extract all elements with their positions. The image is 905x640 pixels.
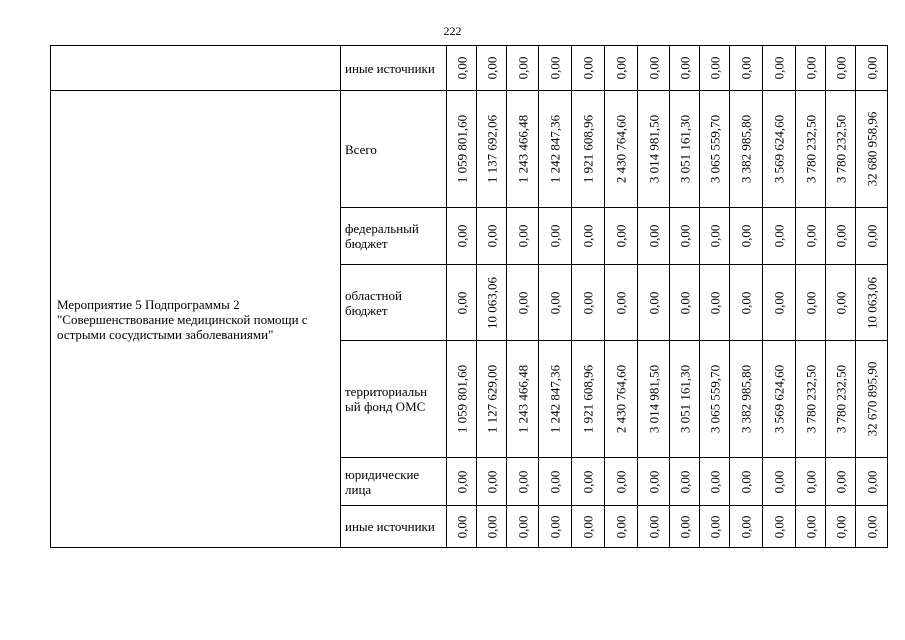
- cell-value: 0,00: [677, 224, 692, 248]
- value-cell: [507, 506, 539, 548]
- value-cell: [507, 208, 539, 265]
- cell-value: 0,00: [646, 291, 661, 314]
- value-cell: [605, 458, 638, 506]
- value-cell: [796, 208, 826, 265]
- value-cell: [507, 341, 539, 458]
- cell-value: 0,00: [738, 56, 754, 80]
- cell-value: 3 780 232,50: [803, 364, 818, 434]
- cell-value: 0,00: [547, 515, 563, 538]
- value-cell: [507, 458, 539, 506]
- value-cell: [605, 506, 638, 548]
- value-cell: [447, 46, 477, 91]
- cell-value: 0,00: [515, 56, 530, 80]
- value-cell: [763, 458, 796, 506]
- page-number: 222: [443, 24, 462, 38]
- cell-value: 0,00: [864, 470, 879, 493]
- value-cell: [638, 265, 670, 341]
- cell-value: 0,00: [864, 515, 879, 538]
- cell-value: 0,00: [646, 515, 661, 538]
- cell-value: 0,00: [707, 515, 722, 538]
- value-cell: [638, 208, 670, 265]
- cell-value: 0,00: [515, 470, 530, 493]
- cell-value: 0,00: [613, 515, 629, 538]
- value-cell: [507, 91, 539, 208]
- cell-value: 3 065 559,70: [707, 364, 722, 434]
- value-cell: [477, 265, 507, 341]
- value-cell: [447, 506, 477, 548]
- value-cell: [796, 458, 826, 506]
- value-cell: [539, 341, 572, 458]
- cell-value: 0,00: [613, 224, 629, 248]
- value-cell: [763, 506, 796, 548]
- value-cell: [826, 46, 856, 91]
- value-cell: [856, 208, 888, 265]
- value-cell: [670, 46, 700, 91]
- value-cell: [572, 208, 605, 265]
- cell-value: 0,00: [803, 56, 818, 80]
- cell-value: 0,00: [677, 515, 692, 538]
- cell-value: 0,00: [738, 224, 754, 248]
- value-cell: [605, 91, 638, 208]
- program-label: Мероприятие 5 Подпрограммы 2 "Совершенствование медицинской помощи с острыми сосудистыми заболеваниями": [51, 91, 341, 548]
- cell-value: 0,00: [803, 291, 818, 314]
- value-cell: [477, 458, 507, 506]
- value-cell: [572, 265, 605, 341]
- cell-value: 1 243 466,48: [515, 364, 530, 434]
- cell-value: 32 670 895,90: [864, 361, 879, 437]
- value-cell: [572, 91, 605, 208]
- cell-value: 0,00: [454, 224, 469, 248]
- value-cell: [856, 46, 888, 91]
- value-cell: [856, 91, 888, 208]
- cell-value: 3 014 981,50: [646, 114, 661, 184]
- value-cell: [447, 341, 477, 458]
- cell-value: 3 780 232,50: [833, 364, 848, 434]
- value-cell: [856, 506, 888, 548]
- value-cell: [763, 46, 796, 91]
- value-cell: [447, 91, 477, 208]
- cell-value: 0,00: [484, 56, 499, 80]
- cell-value: 0,00: [833, 56, 848, 80]
- value-cell: [730, 341, 763, 458]
- cell-value: 2 430 764,60: [613, 364, 629, 434]
- value-cell: [700, 458, 730, 506]
- value-cell: [670, 458, 700, 506]
- cell-value: 0,00: [484, 224, 499, 248]
- cell-value: 0,00: [454, 470, 469, 493]
- cell-value: 0,00: [580, 56, 596, 80]
- cell-value: 0,00: [515, 291, 530, 314]
- cell-value: 0,00: [646, 470, 661, 493]
- table-row: [51, 91, 888, 208]
- value-cell: [638, 506, 670, 548]
- cell-value: 0,00: [454, 291, 469, 314]
- cell-value: 0,00: [677, 470, 692, 493]
- cell-value: 3 065 559,70: [707, 114, 722, 184]
- value-cell: [826, 341, 856, 458]
- cell-value: 0,00: [771, 291, 787, 314]
- value-cell: [730, 506, 763, 548]
- cell-value: 0,00: [707, 291, 722, 314]
- cell-value: 0,00: [580, 470, 596, 493]
- value-cell: [539, 46, 572, 91]
- cell-value: 0,00: [707, 56, 722, 80]
- cell-value: 0,00: [646, 56, 661, 80]
- value-cell: [763, 265, 796, 341]
- value-cell: [826, 265, 856, 341]
- source-label: юридические лица: [341, 458, 447, 506]
- value-cell: [730, 265, 763, 341]
- cell-value: 1 059 801,60: [454, 364, 469, 434]
- cell-value: 1 127 629,00: [484, 364, 499, 434]
- value-cell: [507, 46, 539, 91]
- cell-value: 0,00: [547, 470, 563, 493]
- cell-value: 0,00: [833, 224, 848, 248]
- value-cell: [539, 265, 572, 341]
- value-cell: [763, 208, 796, 265]
- value-cell: [477, 341, 507, 458]
- table-body: [51, 46, 888, 548]
- value-cell: [730, 46, 763, 91]
- cell-value: 0,00: [771, 470, 787, 493]
- value-cell: [700, 506, 730, 548]
- cell-value: 3 569 624,60: [771, 114, 787, 184]
- value-cell: [572, 341, 605, 458]
- value-cell: [826, 91, 856, 208]
- value-cell: [605, 265, 638, 341]
- cell-value: 0,00: [707, 224, 722, 248]
- cell-value: 0,00: [738, 515, 754, 538]
- value-cell: [670, 341, 700, 458]
- cell-value: 1 242 847,36: [547, 114, 563, 184]
- value-cell: [638, 91, 670, 208]
- cell-value: 0,00: [864, 56, 879, 80]
- value-cell: [796, 506, 826, 548]
- cell-value: 0,00: [580, 224, 596, 248]
- cell-value: 0,00: [547, 224, 563, 248]
- value-cell: [477, 506, 507, 548]
- cell-value: 0,00: [771, 515, 787, 538]
- value-cell: [539, 458, 572, 506]
- table-row: [51, 46, 888, 91]
- value-cell: [670, 208, 700, 265]
- value-cell: [763, 341, 796, 458]
- value-cell: [477, 46, 507, 91]
- value-cell: [447, 208, 477, 265]
- value-cell: [730, 208, 763, 265]
- value-cell: [796, 46, 826, 91]
- value-cell: [605, 46, 638, 91]
- value-cell: [605, 341, 638, 458]
- value-cell: [539, 506, 572, 548]
- value-cell: [763, 91, 796, 208]
- value-cell: [700, 208, 730, 265]
- cell-value: 3 014 981,50: [646, 364, 661, 434]
- cell-value: 0,00: [484, 470, 499, 493]
- source-label: территориальн ый фонд ОМС: [341, 341, 447, 458]
- value-cell: [539, 91, 572, 208]
- source-label: иные источники: [341, 506, 447, 548]
- cell-value: 0,00: [771, 56, 787, 80]
- cell-value: 0,00: [613, 470, 629, 493]
- value-cell: [477, 91, 507, 208]
- value-cell: [572, 458, 605, 506]
- value-cell: [796, 265, 826, 341]
- cell-value: 0,00: [677, 291, 692, 314]
- value-cell: [826, 208, 856, 265]
- value-cell: [700, 91, 730, 208]
- value-cell: [638, 458, 670, 506]
- cell-value: 0,00: [738, 470, 754, 493]
- cell-value: 0,00: [677, 56, 692, 80]
- cell-value: 0,00: [613, 291, 629, 314]
- cell-value: 3 780 232,50: [833, 114, 848, 184]
- cell-value: 10 063,06: [864, 276, 879, 329]
- cell-value: 10 063,06: [484, 276, 499, 329]
- value-cell: [507, 265, 539, 341]
- cell-value: 0,00: [646, 224, 661, 248]
- source-label: Всего: [341, 91, 447, 208]
- cell-value: 0,00: [738, 291, 754, 314]
- value-cell: [572, 46, 605, 91]
- cell-value: 0,00: [613, 56, 629, 80]
- cell-value: 1 243 466,48: [515, 114, 530, 184]
- value-cell: [826, 458, 856, 506]
- cell-value: 0,00: [454, 515, 469, 538]
- cell-value: 0,00: [547, 291, 563, 314]
- cell-value: 0,00: [803, 515, 818, 538]
- value-cell: [638, 46, 670, 91]
- cell-value: 1 921 608,96: [580, 364, 596, 434]
- cell-value: 2 430 764,60: [613, 114, 629, 184]
- cell-value: 3 569 624,60: [771, 364, 787, 434]
- cell-value: 3 051 161,30: [677, 364, 692, 434]
- source-label: иные источники: [341, 46, 447, 91]
- cell-value: 0,00: [833, 470, 848, 493]
- cell-value: 0,00: [803, 470, 818, 493]
- value-cell: [730, 91, 763, 208]
- value-cell: [638, 341, 670, 458]
- cell-value: 3 382 985,80: [738, 364, 754, 434]
- cell-value: 0,00: [833, 515, 848, 538]
- value-cell: [856, 341, 888, 458]
- cell-value: 0,00: [580, 291, 596, 314]
- value-cell: [670, 265, 700, 341]
- cell-value: 0,00: [515, 224, 530, 248]
- source-label: областной бюджет: [341, 265, 447, 341]
- cell-value: 1 242 847,36: [547, 364, 563, 434]
- cell-value: 0,00: [515, 515, 530, 538]
- value-cell: [447, 265, 477, 341]
- cell-value: 0,00: [803, 224, 818, 248]
- cell-value: 3 051 161,30: [677, 114, 692, 184]
- value-cell: [700, 265, 730, 341]
- value-cell: [700, 46, 730, 91]
- value-cell: [572, 506, 605, 548]
- cell-value: 0,00: [454, 56, 469, 80]
- value-cell: [447, 458, 477, 506]
- value-cell: [856, 265, 888, 341]
- value-cell: [826, 506, 856, 548]
- value-cell: [477, 208, 507, 265]
- value-cell: [670, 91, 700, 208]
- value-cell: [730, 458, 763, 506]
- value-cell: [700, 341, 730, 458]
- funding-table: [50, 45, 888, 548]
- cell-value: 0,00: [547, 56, 563, 80]
- cell-value: 1 137 692,06: [484, 114, 499, 184]
- value-cell: [796, 91, 826, 208]
- cell-value: 1 059 801,60: [454, 114, 469, 184]
- cell-value: 0,00: [484, 515, 499, 538]
- value-cell: [856, 458, 888, 506]
- empty-program-cell: [51, 46, 341, 91]
- value-cell: [539, 208, 572, 265]
- source-label: федеральный бюджет: [341, 208, 447, 265]
- cell-value: 0,00: [833, 291, 848, 314]
- value-cell: [796, 341, 826, 458]
- cell-value: 3 780 232,50: [803, 114, 818, 184]
- cell-value: 0,00: [864, 224, 879, 248]
- value-cell: [670, 506, 700, 548]
- cell-value: 0,00: [707, 470, 722, 493]
- value-cell: [605, 208, 638, 265]
- cell-value: 0,00: [580, 515, 596, 538]
- cell-value: 32 680 958,96: [864, 111, 879, 187]
- cell-value: 3 382 985,80: [738, 114, 754, 184]
- cell-value: 0,00: [771, 224, 787, 248]
- cell-value: 1 921 608,96: [580, 114, 596, 184]
